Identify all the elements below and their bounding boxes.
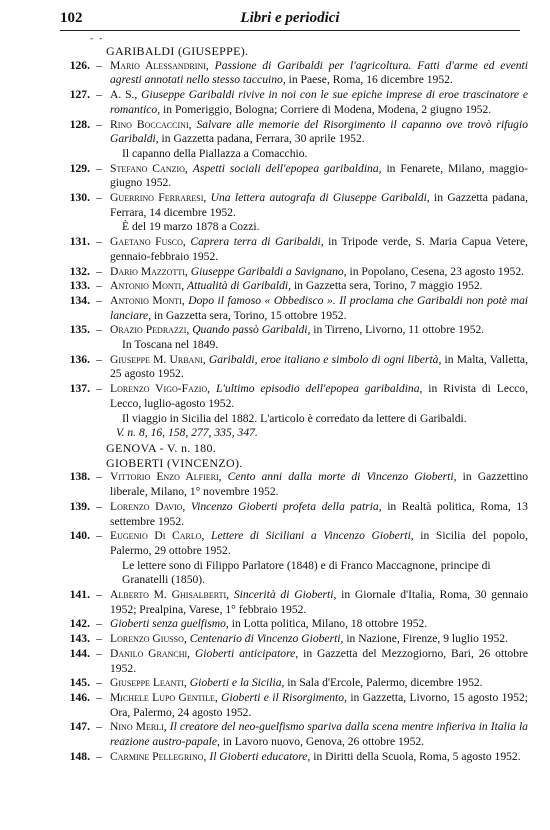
entry-source: in Gazzetta del Mezzogiorno, Bari, 26 ottobre 1952. [110, 646, 529, 675]
entry-source: in Gazzettino liberale, Milano, 1° novembre 1952. [110, 470, 529, 499]
bibliography-entry [58, 691, 528, 720]
entry-author: Rino Boccaccini, [110, 117, 192, 131]
entry-number: 140. [69, 529, 90, 543]
header-rule [60, 30, 520, 31]
page-header [60, 10, 520, 30]
entry-source: in Tripode verde, S. Maria Capua Vetere, gennaio-febbraio 1952. [110, 235, 528, 263]
entry-number: 133. [69, 279, 90, 293]
entry-author: Lorenzo Giusso, [110, 632, 187, 646]
entry-dash: – [96, 617, 102, 631]
entry-number: 126. [69, 58, 90, 72]
entry-text [108, 588, 528, 617]
entry-dash: – [96, 499, 102, 513]
entry-author: A. S., [110, 88, 138, 102]
entry-source: in Diritti della Scuola, Roma, 5 agosto 1952. [313, 749, 521, 763]
entry-source: in Sala d'Ercole, Palermo, dicembre 1952. [287, 676, 483, 690]
bibliography-entry [58, 353, 528, 382]
entry-source: in Rivista di Lecco, Lecco, luglio-agosto 1952. [110, 382, 528, 410]
entry-number: 130. [69, 191, 90, 205]
entry-author: Giuseppe M. Urbani, [110, 352, 206, 366]
entry-dash: – [96, 720, 102, 734]
entry-number: 128. [69, 117, 90, 131]
entry-author: Nino Merli, [110, 720, 167, 734]
entry-dash: – [96, 161, 102, 175]
entry-dash: – [96, 117, 102, 131]
entry-number: 144. [69, 646, 90, 660]
entry-author: Antonio Monti, [110, 293, 185, 307]
entry-dash: – [96, 529, 102, 543]
entry-title: Vincenzo Gioberti profeta della patria, [190, 499, 382, 513]
bibliography-entry [58, 323, 528, 338]
entry-title: Quando passò Garibaldi, [192, 323, 311, 337]
bibliography-entry [58, 617, 528, 632]
entry-title: Giuseppe Garibaldi rivive in noi con le sue epiche imprese di eroe trascinatore e romantico, [110, 88, 528, 116]
entry-number: 136. [69, 352, 90, 366]
entry-source: in Giornale d'Italia, Roma, 30 gennaio 1952; Prealpina, Varese, 1° febbraio 1952. [110, 588, 529, 616]
bibliography-entry [58, 720, 528, 749]
entry-title: Attualità di Garibaldi, [187, 279, 292, 293]
entry-note: Il viaggio in Sicilia del 1882. L'articolo è corredato da lettere di Garibaldi. [122, 411, 467, 425]
entry-dash: – [96, 191, 102, 205]
entry-text [108, 191, 528, 220]
entry-title: Gioberti e la Sicilia, [189, 676, 285, 690]
entry-title: Una lettera autografa di Giuseppe Garibaldi, [210, 191, 430, 205]
entry-author: Carmine Pellegrino, [110, 749, 207, 763]
entry-author: Vittorio Enzo Alfieri, [110, 470, 222, 484]
entry-number: 141. [69, 588, 90, 602]
section-heading: GENOVA - V. n. 180. [106, 440, 217, 455]
entry-text [108, 617, 528, 632]
entry-title: Caprera terra di Garibaldi, [190, 235, 324, 249]
entry-source: in Lotta politica, Milano, 18 ottobre 1952. [231, 617, 428, 631]
bibliography-entry [58, 382, 528, 411]
entry-title: Sincerità di Gioberti, [233, 588, 337, 602]
entry-author: Mario Alessandrini, [110, 58, 209, 72]
entry-text [108, 265, 528, 280]
entry-title: Cento anni dalla morte di Vincenzo Gioberti, [227, 470, 457, 484]
entry-number: 135. [69, 323, 90, 337]
entry-source: in Gazzetta padana, Ferrara, 30 aprile 1952. [161, 132, 365, 146]
entry-dash: – [96, 235, 102, 249]
entry-dash: – [96, 676, 102, 690]
entry-number: 138. [69, 470, 90, 484]
entry-author: Danilo Granchi, [110, 646, 191, 660]
entry-number: 129. [69, 161, 90, 175]
entry-source: in Paese, Roma, 16 dicembre 1952. [288, 73, 453, 87]
entry-author: Lorenzo Vigo-Fazio, [110, 382, 211, 396]
running-title: Libri e periodici [240, 10, 340, 26]
entry-number: 142. [69, 617, 90, 631]
entry-number: 148. [69, 749, 90, 763]
bibliography-entry [58, 647, 528, 676]
bibliography-entry [58, 294, 528, 323]
entry-source: in Fenarete, Milano, maggio-giugno 1952. [110, 161, 528, 190]
entry-author: Eugenio Di Carlo, [110, 529, 205, 543]
entry-note: È del 19 marzo 1878 a Cozzi. [122, 220, 260, 234]
entry-note: Il capanno della Piallazza a Comacchio. [122, 146, 308, 160]
entry-source: in Tirreno, Livorno, 11 ottobre 1952. [313, 323, 485, 337]
entry-dash: – [96, 690, 102, 704]
entry-title: L'ultimo episodio dell'epopea garibaldina, [215, 382, 423, 396]
entry-author: Lorenzo Davio, [110, 499, 186, 513]
entry-dash: – [96, 323, 102, 337]
entry-number: 146. [69, 690, 90, 704]
bibliography-entry [58, 265, 528, 280]
entry-note: In Toscana nel 1849. [122, 338, 219, 352]
entry-number: 145. [69, 676, 90, 690]
entry-author: Stefano Canzio, [110, 161, 188, 175]
entry-text [108, 676, 528, 691]
entry-author: Antonio Monti, [110, 279, 185, 293]
entry-dash: – [96, 470, 102, 484]
bibliography-entry [58, 632, 528, 647]
entry-dash: – [96, 632, 102, 646]
entry-number: 137. [69, 382, 90, 396]
entry-title: Aspetti sociali dell'epopea garibaldina, [192, 161, 382, 175]
entry-author: Giuseppe Leanti, [110, 676, 187, 690]
entry-title: Gioberti anticipatore, [194, 646, 299, 660]
entry-dash: – [96, 279, 102, 293]
entry-author: Guerrino Ferraresi, [110, 191, 207, 205]
entry-source: in Lavoro nuovo, Genova, 26 ottobre 1952. [222, 735, 425, 749]
entry-title: Gioberti senza guelfismo, [110, 617, 229, 631]
entry-text [108, 720, 528, 749]
bibliography-entry [58, 118, 528, 147]
entry-number: 127. [69, 88, 90, 102]
entry-dash: – [96, 382, 102, 396]
entry-cross-reference: V. n. 8, 16, 158, 277, 335, 347. [116, 426, 258, 440]
entry-text [108, 88, 528, 117]
entry-source: in Gazzetta padana, Ferrara, 14 dicembre 1952. [110, 191, 528, 219]
entry-author: Dario Mazzotti, [110, 264, 188, 278]
bibliography-entry [58, 750, 528, 765]
entry-dash: – [96, 58, 102, 72]
entry-author: Orazio Pedrazzi, [110, 323, 190, 337]
entry-source: in Malta, Valletta, 25 agosto 1952. [110, 352, 528, 381]
bibliography-entry [58, 470, 528, 499]
entry-text [108, 59, 528, 88]
bibliography-entry [58, 588, 528, 617]
entry-text [108, 294, 528, 323]
entry-source: in Sicilia del popolo, Palermo, 29 ottobre 1952. [110, 529, 529, 557]
bibliography-entry [58, 500, 528, 529]
entry-text [108, 118, 528, 147]
entry-dash: – [96, 88, 102, 102]
bibliography-entry [58, 88, 528, 117]
entry-text [108, 529, 528, 558]
entry-source: in Gazzetta sera, Torino, 15 ottobre 1952. [154, 308, 347, 322]
entry-title: Dopo il famoso « Obbedisco ». Il proclama che Garibaldi non potè mai lanciare, [110, 293, 528, 322]
entry-text [108, 323, 528, 338]
entry-number: 143. [69, 632, 90, 646]
entry-source: in Realtà politica, Roma, 13 settembre 1952. [110, 499, 528, 528]
bibliography-entry [58, 162, 528, 191]
entry-source: in Gazzetta, Livorno, 15 agosto 1952; Ora, Palermo, 24 agosto 1952. [110, 690, 528, 719]
entry-note: Le lettere sono di Filippo Parlatore (1848) e di Franco Maccagnone, principe di Granatelli (1850). [122, 558, 491, 587]
entry-text [108, 750, 528, 765]
entry-number: 132. [69, 264, 90, 278]
entry-title: Il creatore del neo-guelfismo spariva dalla scena mentre infieriva in Italia la reazione austro-papale, [110, 720, 528, 749]
page-number: 102 [60, 10, 83, 26]
entry-source: in Gazzetta sera, Torino, 7 maggio 1952. [293, 279, 483, 293]
entry-text [108, 691, 528, 720]
entry-text [108, 382, 528, 411]
entry-text [108, 632, 528, 647]
entry-source: in Popolano, Cesena, 23 agosto 1952. [349, 264, 525, 278]
entry-number: 147. [69, 720, 90, 734]
entry-text [108, 647, 528, 676]
entry-number: 134. [69, 293, 90, 307]
bibliography-body [58, 44, 528, 764]
entry-text [108, 162, 528, 191]
bibliography-entry [58, 191, 528, 220]
bibliography-entry [58, 59, 528, 88]
entry-dash: – [96, 293, 102, 307]
entry-dash: – [96, 588, 102, 602]
entry-title: Giuseppe Garibaldi a Savignano, [190, 264, 347, 278]
bibliography-entry [58, 235, 528, 264]
entry-title: Centenario di Vincenzo Gioberti, [189, 632, 344, 646]
entry-text [108, 500, 528, 529]
entry-dash: – [96, 646, 102, 660]
entry-source: in Pomeriggio, Bologna; Corriere di Modena, Modena, 2 giugno 1952. [163, 102, 492, 116]
entry-number: 139. [69, 499, 90, 513]
bibliography-entry [58, 279, 528, 294]
entry-title: Gioberti e il Risorgimento, [221, 690, 347, 704]
entry-title: Lettere di Siciliani a Vincenzo Gioberti, [211, 529, 414, 543]
entry-dash: – [96, 264, 102, 278]
section-heading: GIOBERTI (VINCENZO). [106, 455, 243, 470]
bibliography-entry [58, 529, 528, 558]
entry-text [108, 353, 528, 382]
entry-dash: – [96, 749, 102, 763]
entry-text [108, 235, 528, 264]
top-mark: - - [90, 33, 105, 43]
section-heading: GARIBALDI (GIUSEPPE). [106, 44, 249, 58]
entry-title: Garibaldi, eroe italiano e simbolo di ogni libertà, [208, 352, 442, 366]
entry-text [108, 279, 528, 294]
entry-source: in Nazione, Firenze, 9 luglio 1952. [346, 632, 508, 646]
entry-title: Il Gioberti educatore, [209, 749, 311, 763]
bibliography-entry [58, 676, 528, 691]
entry-number: 131. [69, 235, 90, 249]
entry-text [108, 470, 528, 499]
entry-title: Passione di Garibaldi per l'agricoltura. Fatti d'arme ed eventi agresti annotati nello stesso taccuino, [110, 58, 528, 87]
entry-author: Alberto M. Ghisalberti, [110, 588, 230, 602]
entry-author: Michele Lupo Gentile, [110, 690, 218, 704]
entry-author: Gaetano Fusco, [110, 235, 186, 249]
entry-title: Salvare alle memorie del Risorgimento il capanno ove trovò rifugio Garibaldi, [110, 117, 528, 146]
entry-dash: – [96, 352, 102, 366]
